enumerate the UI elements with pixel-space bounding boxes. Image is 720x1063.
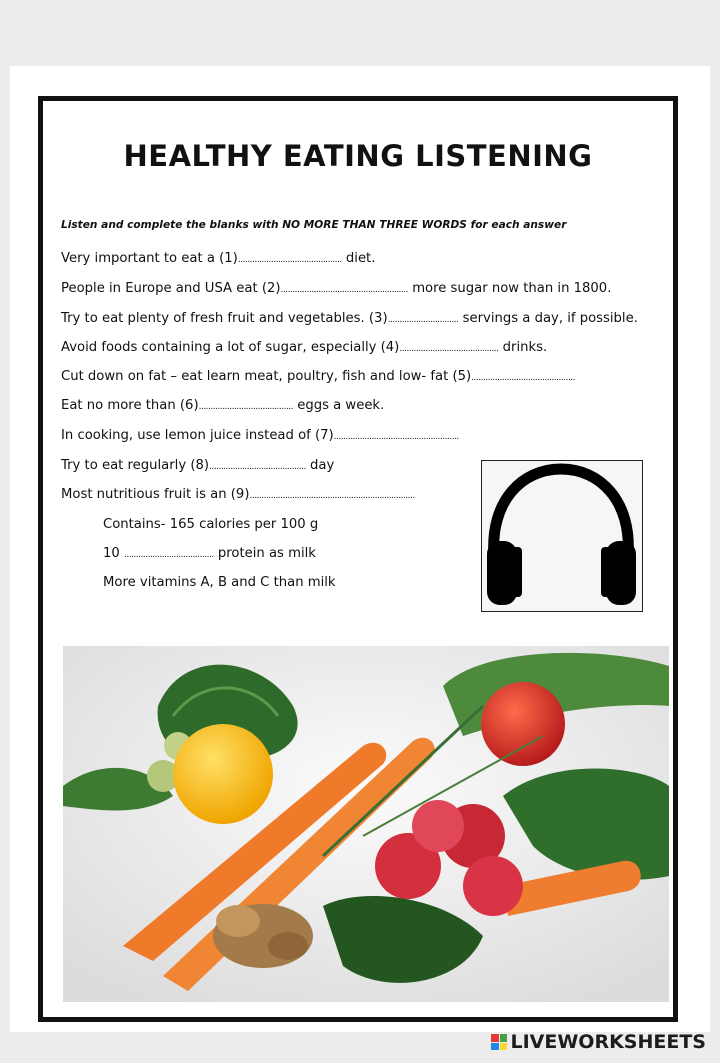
page-title: HEALTHY EATING LISTENING (123, 139, 593, 173)
answer-blank[interactable]: ............................................ (471, 373, 576, 383)
sub-line-1 (103, 517, 318, 532)
answer-blank[interactable]: .......................................... (399, 344, 499, 354)
question-line-2 (61, 281, 611, 296)
brand-name: LIVEWORKSHEETS (510, 1031, 706, 1053)
liveworksheets-logo (491, 1031, 706, 1053)
question-line-6 (61, 398, 384, 413)
question-line-1 (61, 251, 375, 266)
question-line-text: Try to eat regularly (8) (61, 458, 210, 473)
question-line-7 (61, 428, 459, 443)
sub-line-text-after: protein as milk (213, 546, 316, 561)
liveworksheets-logo-icon (491, 1034, 507, 1050)
worksheet-frame (38, 96, 678, 1022)
answer-blank[interactable]: ..................................................... (333, 432, 459, 442)
vegetables-photo (63, 646, 669, 1002)
sub-line-text: Contains- 165 calories per 100 g (103, 517, 319, 532)
question-line-text: People in Europe and USA eat (2) (61, 281, 281, 296)
question-line-text: Cut down on fat – eat learn meat, poultry, fish and low- fat (5) (61, 369, 472, 384)
question-line-text: In cooking, use lemon juice instead of (7) (61, 428, 334, 443)
answer-blank[interactable]: ......................................... (209, 462, 306, 472)
sub-line-3 (103, 575, 336, 590)
question-line-text-after: servings a day, if possible. (458, 311, 638, 326)
question-line-text-after: more sugar now than in 1800. (408, 281, 612, 296)
sub-line-2 (103, 546, 316, 561)
sub-line-text: More vitamins A, B and C than milk (103, 575, 336, 590)
sub-line-text: 10 (103, 546, 124, 561)
answer-blank[interactable]: .............................. (387, 315, 459, 325)
question-line-4 (61, 340, 547, 355)
headphones-image (481, 460, 643, 612)
question-line-text: Most nutritious fruit is an (9) (61, 487, 250, 502)
question-line-text: Avoid foods containing a lot of sugar, especially (4) (61, 340, 400, 355)
question-line-9 (61, 487, 415, 502)
answer-blank[interactable]: ...................................... (123, 550, 214, 560)
question-line-text-after: diet. (341, 251, 376, 266)
question-line-text-after: eggs a week. (293, 398, 385, 413)
headphones-icon (482, 461, 641, 610)
answer-blank[interactable]: ...................................................................... (249, 491, 415, 501)
answer-blank[interactable]: ........................................ (198, 402, 294, 412)
question-line-text: Very important to eat a (1) (61, 251, 238, 266)
answer-blank[interactable]: ............................................ (237, 255, 342, 265)
question-line-text: Eat no more than (6) (61, 398, 199, 413)
question-line-8 (61, 458, 334, 473)
answer-blank[interactable]: ...................................................... (280, 285, 409, 295)
question-line-5 (61, 369, 575, 384)
question-line-text: Try to eat plenty of fresh fruit and vegetables. (3) (61, 311, 388, 326)
instructions: Listen and complete the blanks with NO MORE THAN THREE WORDS for each answer (61, 219, 567, 231)
question-line-text-after: day (305, 458, 335, 473)
question-line-text-after: drinks. (498, 340, 548, 355)
question-line-3 (61, 311, 638, 326)
